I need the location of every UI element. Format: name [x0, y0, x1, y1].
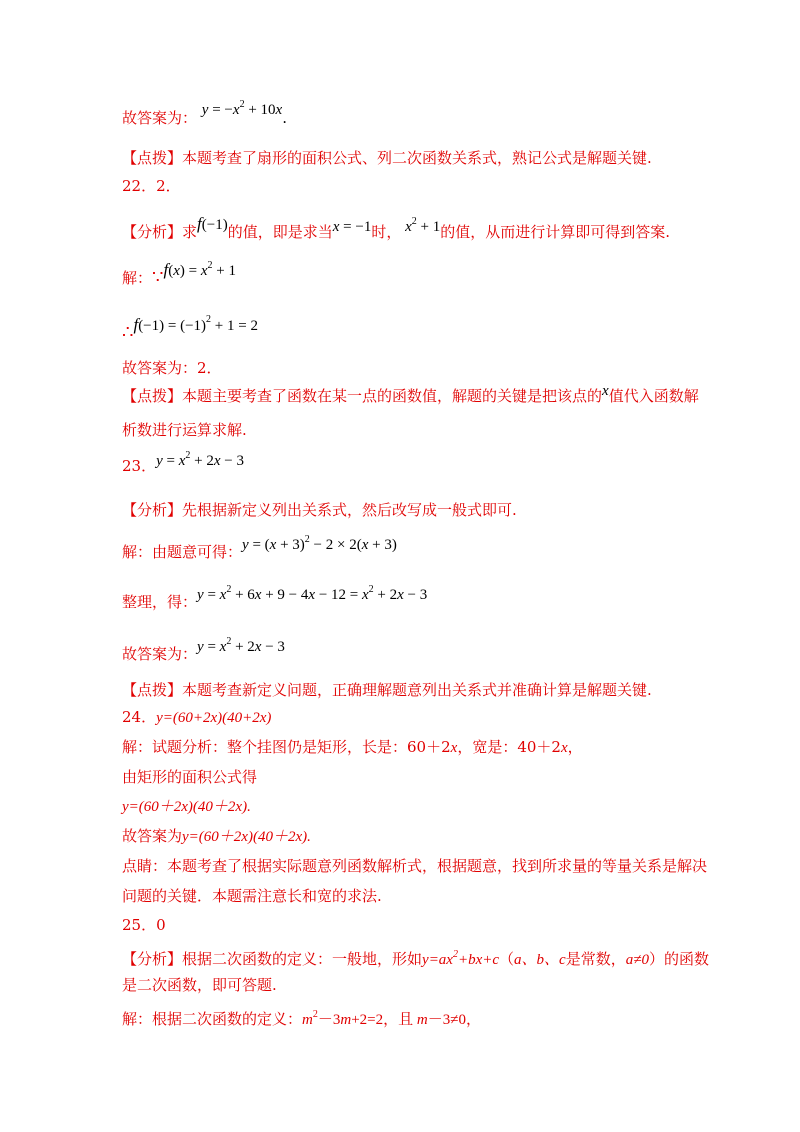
question-number-22: 22．2．	[122, 177, 181, 195]
solution-line-23: 解：由题意可得：$y = (x + 3)^2 - 2 \times 2(x + 3)$	[122, 534, 397, 561]
math-expression: $x^2 + 1$	[405, 216, 441, 235]
remark-line-24: 点睛：本题考查了根据实际题意列函数解析式，根据题意，找到所求量的等量关系是解决	[122, 857, 708, 875]
analysis-line-22: 【分析】求f(−1)的值，即是求当x = −1时， $x^2 + 1$的值，从而进行计算即可得到答案.	[122, 214, 671, 241]
solution-line-24c: y=(60＋2x)(40＋2x).	[122, 799, 251, 815]
math-expression: $y = -x^2 + 10x$	[201, 99, 283, 118]
math-expression: $y = (x + 3)^2 - 2 \times 2(x + 3)$	[242, 534, 397, 553]
remark-line-24b: 问题的关键．本题需注意长和宽的求法.	[122, 887, 382, 905]
analysis-line-25b: 是二次函数，即可答题.	[122, 976, 277, 994]
solution-line-23b: 整理，得：$y = x^2 + 6x + 9 - 4x - 12 = x^2 + 2x - 3$	[122, 584, 428, 611]
solution-line-22: 解：∵f(x) = $x^2 + 1$	[122, 260, 236, 288]
remark-line-23: 【点拨】本题考查新定义问题，正确理解题意列出关系式并准确计算是解题关键.	[122, 681, 652, 699]
question-number-25: 25．0	[122, 916, 166, 934]
math-expression: f(−1)	[197, 214, 228, 233]
math-expression: $y = x^2 + 6x + 9 - 4x - 12 = x^2 + 2x - 3$	[197, 584, 428, 603]
math-expression: $y = x^2 + 2x - 3$	[156, 450, 245, 469]
answer-line-22: 故答案为：2．	[122, 359, 222, 377]
math-expression: x	[602, 383, 609, 399]
remark-line: 【点拨】本题考查了扇形的面积公式、列二次函数关系式，熟记公式是解题关键.	[122, 149, 652, 167]
solution-line-24b: 由矩形的面积公式得	[122, 768, 258, 786]
analysis-line-23: 【分析】先根据新定义列出关系式，然后改写成一般式即可.	[122, 501, 517, 519]
analysis-line-25: 【分析】根据二次函数的定义：一般地，形如$y=ax^2+bx+c(a$、b、c是常数，a≠0）的函数	[122, 949, 709, 968]
remark-line-22: 【点拨】本题主要考查了函数在某一点的函数值，解题的关键是把该点的x值代入函数解	[122, 383, 699, 405]
math-expression: $f(x) = x^2 + 1$	[163, 260, 236, 279]
remark-line-22b: 析数进行运算求解.	[122, 421, 247, 439]
math-expression: $y = x^2 + 2x - 3$	[197, 636, 285, 655]
solution-line-25: 解：根据二次函数的定义：$m^2-3m+2=2$，且 m－3≠0，	[122, 1009, 481, 1028]
question-number-24: 24．y=(60+2x)(40+2x)	[122, 708, 272, 726]
solution-line-24: 解：试题分析：整个挂图仍是矩形，长是：60＋2x，宽是：40＋2x，	[122, 738, 583, 756]
solution-line-22b	[122, 312, 258, 343]
answer-line-23: 故答案为：$y = x^2 + 2x - 3$	[122, 636, 285, 663]
answer-line-21: 故答案为： $y = -x^2 + 10x$.	[122, 99, 287, 127]
math-expression: $f(-1) = (-1)^2 + 1 = 2$	[133, 314, 258, 334]
because-symbol: ∵	[152, 267, 164, 288]
therefore-symbol: ∴	[122, 322, 134, 343]
math-expression: x = −1	[332, 219, 372, 235]
question-number-23: 23．$y = x^2 + 2x - 3$	[122, 450, 245, 475]
answer-line-24: 故答案为y=(60＋2x)(40＋2x).	[122, 827, 311, 845]
